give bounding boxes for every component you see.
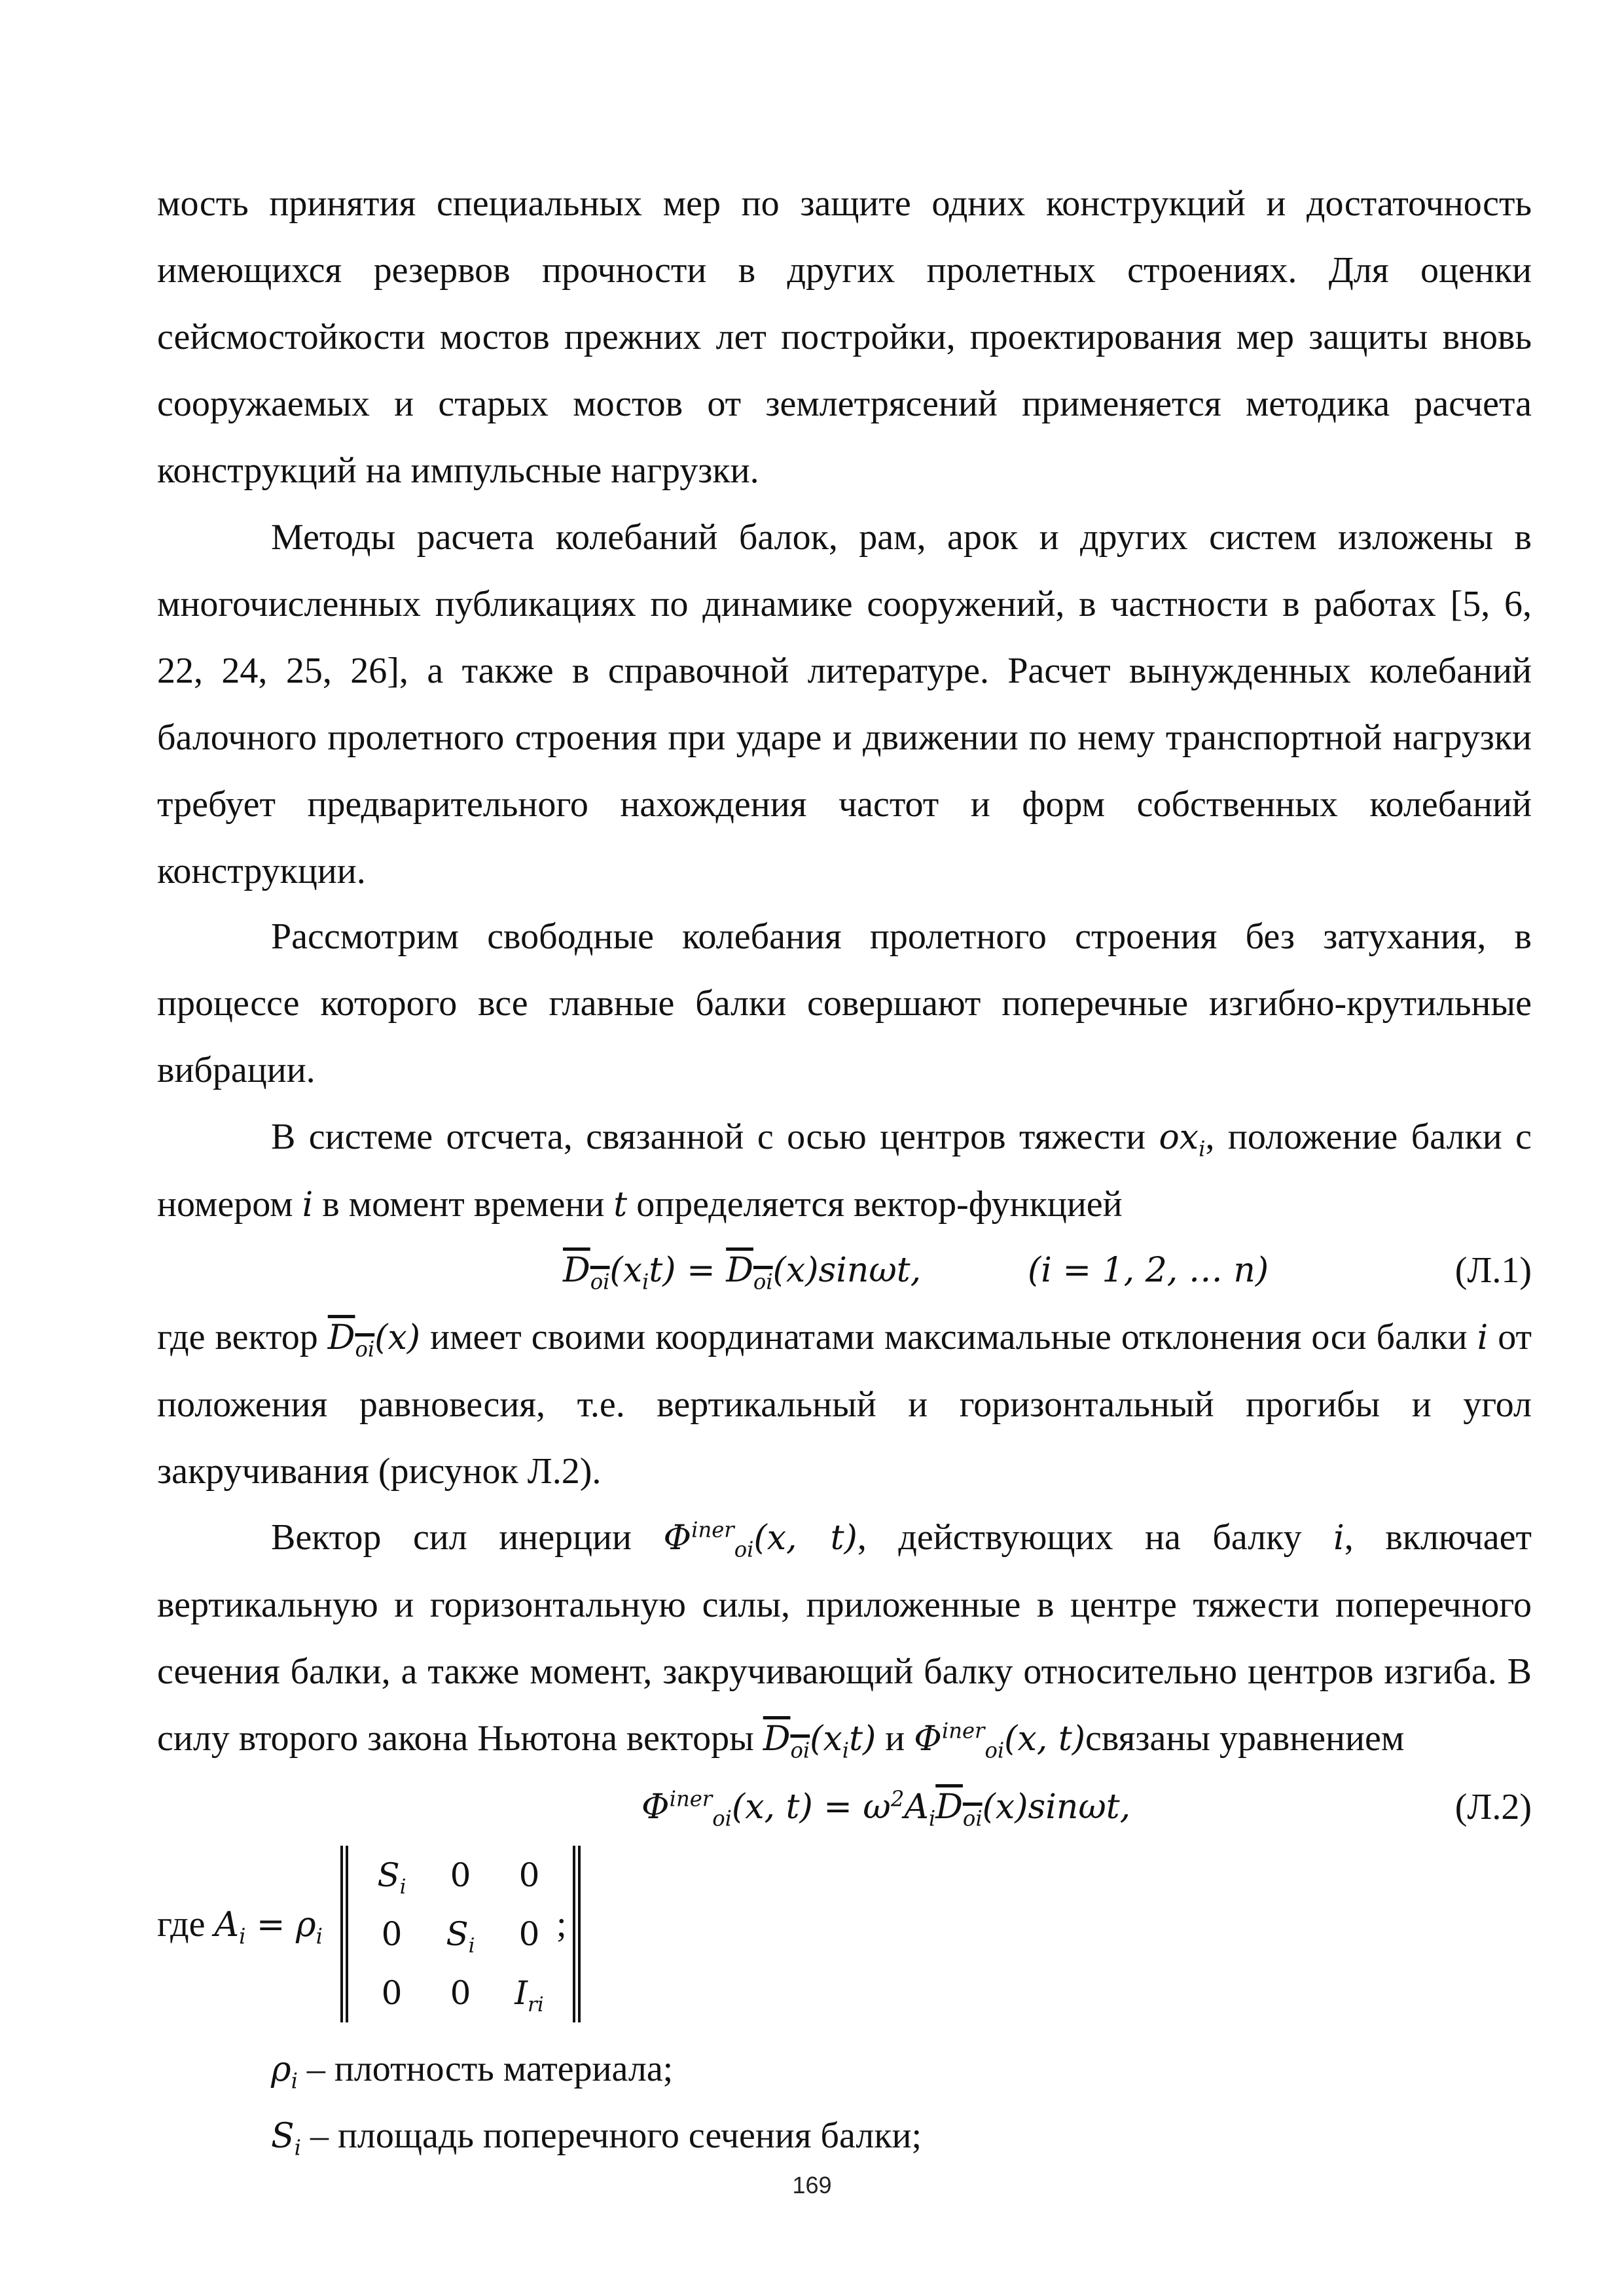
- matrix-cell: 0: [381, 1974, 403, 2012]
- matrix-semicolon: ;: [556, 1904, 567, 1945]
- phi-symbol-2: $\Phi^{iner}_{oi}(x$, t): [914, 1718, 1086, 1763]
- p6-text-a: Вектор сил инерции: [271, 1517, 664, 1558]
- paragraph-5: [157, 1304, 1532, 1505]
- matrix-cell: $I_{ri}$: [514, 1974, 544, 2017]
- matrix-definition: [157, 1846, 943, 2029]
- equation-l2-expression: $\Phi^{iner}_{oi}(x$, $t) = \omega^2A_iD_{oi}(x)\sin\omega t$,: [641, 1786, 1131, 1831]
- p6-text-c: , включает вертикальную и горизонтальную силы, приложенные в центре тяжести поперечного сечения балки, а также момент, закручивающий балку относительно центров изгиба. В силу второго закона Ньютона векторы: [157, 1517, 1532, 1759]
- t-symbol: t: [613, 1185, 628, 1225]
- equation-l1: [157, 1237, 1532, 1304]
- paragraph-4: [157, 1103, 1532, 1238]
- paragraph-1: мость принятия специальных мер по защите одних конструкций и достаточность имеющихся резервов прочности в других пролетных строениях. Для оценки сейсмостойкости мостов прежних лет постройки, проектирования мер защиты вновь сооружаемых и старых мостов от землетрясений применяется методика расчета конструкций на импульсные нагрузки.: [157, 183, 1532, 491]
- p6-text-d: и: [876, 1718, 914, 1759]
- matrix-cell: $S_i$: [377, 1856, 406, 1899]
- matrix-lead: где $A_i = \rho_i$: [157, 1904, 323, 1949]
- equation-l1-range: (i = 1, 2, … n): [1028, 1251, 1269, 1290]
- paragraph-2: Методы расчета колебаний балок, рам, арок и других систем изложены в многочисленных публикациях по динамике сооружений, в частности в работах [5, 6, 22, 24, 25, 26], а также в справочной литературе. Расчет вынужденных колебаний балочного пролетного строения при ударе и движении по нему транспортной нагрузки требует предварительного нахождения частот и форм собственных колебаний конструкции.: [157, 517, 1532, 891]
- equation-l2-label: (Л.2): [1454, 1787, 1532, 1827]
- matrix-cell: 0: [450, 1974, 471, 2012]
- i-symbol: i: [302, 1185, 314, 1225]
- p4-text-b: , положение балки с номером: [157, 1117, 1532, 1225]
- equation-l1-label: (Л.1): [1454, 1250, 1532, 1291]
- p6-text-b: , действующих на балку: [857, 1517, 1334, 1558]
- equation-l2: [157, 1774, 1532, 1840]
- p5-text-b: имеет своими координатами максимальные отклонения оси балки: [420, 1317, 1477, 1357]
- i-symbol-3: i: [1333, 1518, 1344, 1558]
- p6-text-e: связаны уравнением: [1085, 1718, 1405, 1759]
- p5-text-a: где вектор: [157, 1317, 328, 1357]
- equation-l1-expression: $D_{oi}(x_it) = D_{oi}(x)\sin\omega t$,: [563, 1251, 922, 1295]
- page-number: 169: [792, 2172, 832, 2198]
- d-vector-symbol: $D_{oi}(x)$: [327, 1318, 421, 1362]
- definition-s: $S_i$ – площадь поперечного сечения балки;: [271, 2115, 922, 2161]
- phi-symbol: $\Phi^{iner}_{oi}(x$, t): [663, 1517, 857, 1562]
- i-symbol-2: i: [1477, 1318, 1489, 1357]
- matrix-cell: 0: [518, 1915, 540, 1953]
- paragraph-6: [157, 1504, 1532, 1772]
- matrix-norm: [340, 1846, 581, 2022]
- ox-symbol: $ox_i$: [1159, 1118, 1206, 1162]
- d-vector-symbol-2: $D_{oi}(x_it)$: [763, 1719, 876, 1763]
- matrix-cell: 0: [518, 1856, 540, 1894]
- p5-text-c: от положения равновесия, т.е. вертикальный и горизонтальный прогибы и угол закручивания (рисунок Л.2).: [157, 1317, 1532, 1492]
- p4-text-c: в момент времени: [313, 1184, 614, 1225]
- matrix-cell: 0: [381, 1915, 403, 1953]
- p4-text-d: определяется вектор-функцией: [627, 1184, 1123, 1225]
- paragraph-3: Рассмотрим свободные колебания пролетного строения без затухания, в процессе которого все главные балки совершают поперечные изгибно-крутильные вибрации.: [157, 916, 1532, 1090]
- definition-rho: $\rho_i$ – плотность материала;: [271, 2049, 674, 2094]
- matrix-cell: $S_i$: [446, 1915, 475, 1958]
- matrix-cell: 0: [450, 1856, 471, 1894]
- p4-text-a: В системе отсчета, связанной с осью центров тяжести: [271, 1117, 1159, 1157]
